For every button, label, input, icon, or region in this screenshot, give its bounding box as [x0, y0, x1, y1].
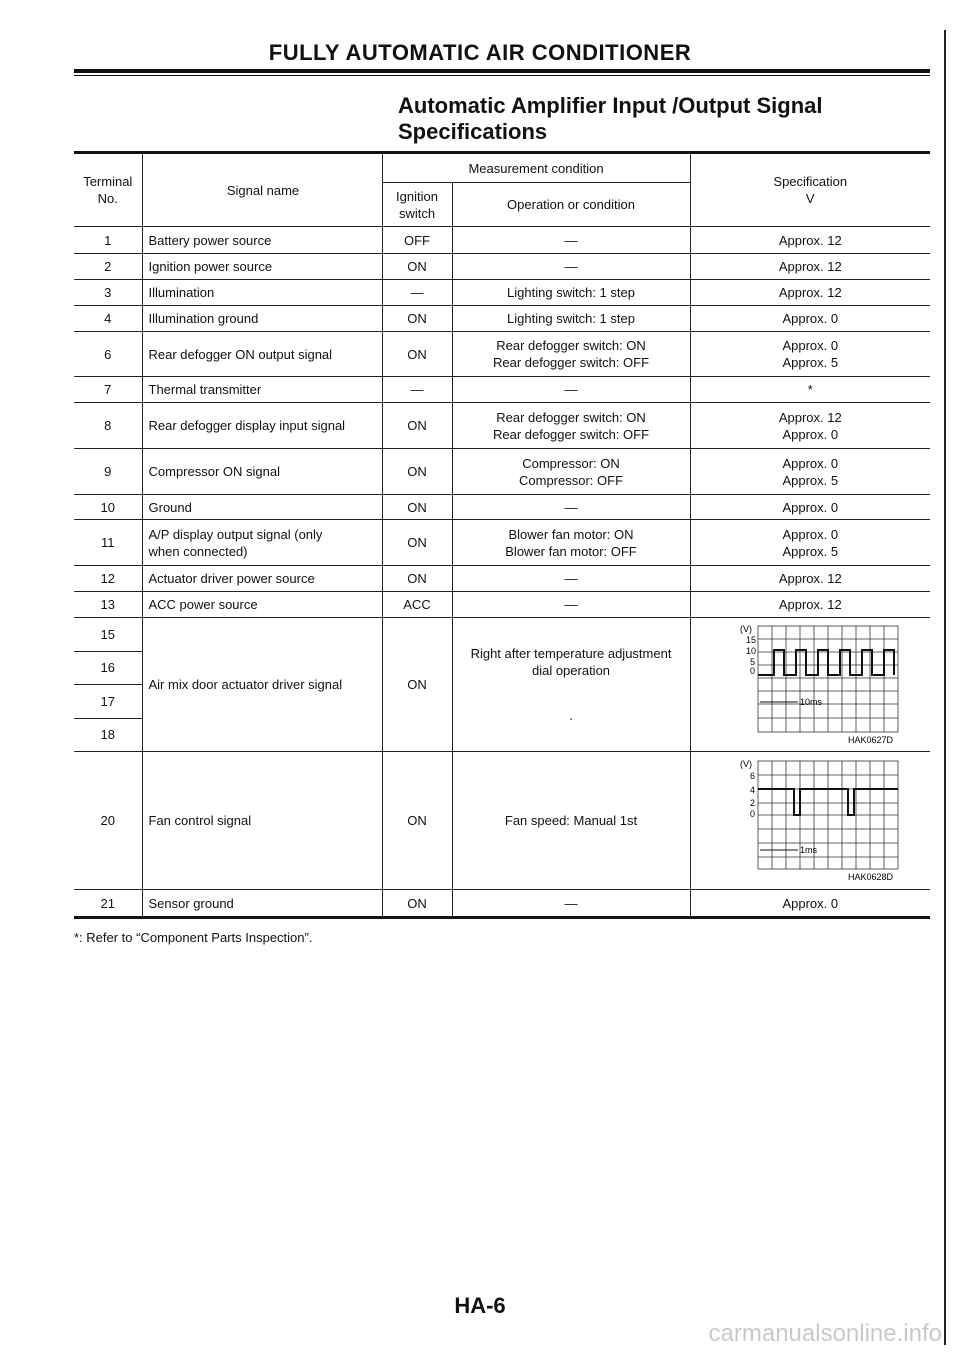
- header-spec-line1: Specification: [773, 174, 848, 189]
- condition: —: [452, 566, 690, 592]
- header-terminal: [74, 153, 142, 227]
- header-spec-line2: V: [805, 191, 815, 206]
- ignition-switch: ON: [382, 403, 452, 449]
- condition: —: [452, 227, 690, 254]
- specification: Approx. 12: [690, 592, 930, 618]
- table-row: [74, 227, 930, 254]
- terminal-no: 6: [74, 332, 142, 377]
- footnote: *: Refer to “Component Parts Inspection”.: [74, 930, 313, 945]
- terminal-no: 3: [74, 280, 142, 306]
- condition: Lighting switch: 1 step: [452, 280, 690, 306]
- airmix-grid: [758, 626, 898, 732]
- spec-line2: Approx. 5: [782, 355, 839, 370]
- specification: Approx. 0: [690, 306, 930, 332]
- airmix-tick-0: 0: [750, 666, 756, 676]
- signal-name-line1: A/P display output signal (only: [148, 526, 323, 542]
- terminal-no: 16: [74, 651, 142, 685]
- signal-name: Compressor ON signal: [142, 449, 382, 495]
- ignition-switch: ON: [382, 495, 452, 520]
- specification: [690, 449, 930, 495]
- header-ignition-line1: Ignition: [396, 188, 438, 204]
- ignition-switch: ON: [382, 306, 452, 332]
- fan-tick-0: 0: [750, 809, 756, 819]
- table-row-airmix: [74, 618, 930, 652]
- terminal-no: 12: [74, 566, 142, 592]
- fan-grid: [758, 761, 898, 869]
- header-ignition: [382, 183, 452, 227]
- header-terminal-line1: Terminal: [83, 174, 133, 189]
- table-row: [74, 377, 930, 403]
- terminal-no: 4: [74, 306, 142, 332]
- section-title-line1: Automatic Amplifier Input /Output Signal: [398, 93, 823, 118]
- condition-line1: Rear defogger switch: ON: [496, 338, 646, 353]
- specification: Approx. 0: [690, 495, 930, 520]
- section-title-line2: Specifications: [398, 119, 548, 144]
- fan-tick-4: 4: [750, 785, 756, 795]
- header-rule: [74, 69, 930, 73]
- ignition-switch: ON: [382, 254, 452, 280]
- terminal-no: 13: [74, 592, 142, 618]
- header-rule-thin: [74, 75, 930, 76]
- signal-name: Fan control signal: [142, 752, 382, 890]
- terminal-no: 11: [74, 520, 142, 566]
- condition: —: [452, 254, 690, 280]
- ignition-switch: —: [382, 280, 452, 306]
- condition: [452, 332, 690, 377]
- spec-line2: Approx. 5: [782, 472, 839, 488]
- condition-line2: Rear defogger switch: OFF: [492, 426, 650, 442]
- table-row: [74, 566, 930, 592]
- airmix-time-label: 10ms: [800, 697, 823, 707]
- ignition-switch: ON: [382, 449, 452, 495]
- signal-name: Illumination: [142, 280, 382, 306]
- signal-name: Illumination ground: [142, 306, 382, 332]
- terminal-no: 2: [74, 254, 142, 280]
- signal-name: ACC power source: [142, 592, 382, 618]
- ignition-switch: ON: [382, 752, 452, 890]
- specification: Approx. 12: [690, 280, 930, 306]
- signal-name-line2: when connected): [148, 543, 248, 559]
- spec-line2: Approx. 0: [782, 426, 839, 442]
- ignition-switch: ON: [382, 618, 452, 752]
- terminal-no: 1: [74, 227, 142, 254]
- condition: [452, 618, 690, 752]
- airmix-waveform-chart: [694, 618, 926, 748]
- header-operation: Operation or condition: [452, 183, 690, 227]
- signal-name: Actuator driver power source: [142, 566, 382, 592]
- condition: —: [452, 890, 690, 918]
- fan-unit-label: (V): [740, 759, 753, 769]
- airmix-waveform-line: [758, 650, 894, 675]
- condition-line2: Compressor: OFF: [519, 472, 624, 488]
- table-row: [74, 592, 930, 618]
- fan-waveform-chart: [694, 753, 926, 885]
- airmix-unit-label: (V): [740, 624, 753, 634]
- table-row: [74, 495, 930, 520]
- specification: Approx. 12: [690, 254, 930, 280]
- condition-line1: Blower fan motor: ON: [508, 526, 634, 542]
- condition-line2: Rear defogger switch: OFF: [492, 355, 650, 370]
- header-ignition-line2: switch: [398, 205, 436, 221]
- specification: *: [690, 377, 930, 403]
- terminal-no: 9: [74, 449, 142, 495]
- header-specification: [690, 153, 930, 227]
- condition-dot: .: [569, 708, 573, 723]
- signal-name: Sensor ground: [142, 890, 382, 918]
- header-signal-name: Signal name: [142, 153, 382, 227]
- terminal-no: 10: [74, 495, 142, 520]
- table-row: [74, 306, 930, 332]
- condition-line1: Compressor: ON: [522, 455, 620, 471]
- signal-name: Air mix door actuator driver signal: [142, 618, 382, 752]
- specification: [690, 403, 930, 449]
- fan-tick-2: 2: [750, 798, 756, 808]
- condition: Lighting switch: 1 step: [452, 306, 690, 332]
- condition: —: [452, 495, 690, 520]
- signal-name: [142, 520, 382, 566]
- terminal-no: 17: [74, 685, 142, 719]
- table-row: [74, 280, 930, 306]
- ignition-switch: —: [382, 377, 452, 403]
- airmix-tick-5: 5: [750, 657, 756, 667]
- spec-table: [74, 151, 930, 919]
- specification: Approx. 12: [690, 227, 930, 254]
- terminal-no: 21: [74, 890, 142, 918]
- condition: [452, 520, 690, 566]
- section-title: [398, 93, 823, 145]
- condition: Fan speed: Manual 1st: [452, 752, 690, 890]
- specification: Approx. 0: [690, 890, 930, 918]
- condition: —: [452, 592, 690, 618]
- page-header-title: FULLY AUTOMATIC AIR CONDITIONER: [268, 40, 692, 65]
- ignition-switch: OFF: [382, 227, 452, 254]
- airmix-chart-code: HAK0627D: [848, 735, 894, 745]
- table-row: [74, 254, 930, 280]
- page-number: HA-6: [454, 1293, 506, 1318]
- terminal-no: 18: [74, 718, 142, 752]
- ignition-switch: ON: [382, 332, 452, 377]
- table-row: [74, 890, 930, 918]
- watermark: carmanualsonline.info: [708, 1320, 942, 1347]
- ignition-switch: ON: [382, 890, 452, 918]
- condition-line2: Blower fan motor: OFF: [505, 543, 637, 559]
- condition: [452, 403, 690, 449]
- specification: [690, 332, 930, 377]
- header-measurement: Measurement condition: [382, 153, 690, 183]
- spec-line2: Approx. 5: [782, 543, 839, 559]
- terminal-no: 7: [74, 377, 142, 403]
- signal-name: Ground: [142, 495, 382, 520]
- ignition-switch: ACC: [382, 592, 452, 618]
- airmix-tick-10: 10: [746, 646, 757, 656]
- terminal-no: 8: [74, 403, 142, 449]
- signal-name: Rear defogger ON output signal: [142, 332, 382, 377]
- table-row: [74, 403, 930, 449]
- specification: [690, 520, 930, 566]
- terminal-no: 20: [74, 752, 142, 890]
- condition: [452, 449, 690, 495]
- signal-name: Rear defogger display input signal: [142, 403, 382, 449]
- page-edge-line: [944, 30, 946, 1345]
- header-terminal-line2: No.: [97, 191, 118, 206]
- terminal-no: 15: [74, 618, 142, 652]
- fan-chart-code: HAK0628D: [848, 872, 894, 882]
- signal-name: Battery power source: [142, 227, 382, 254]
- fan-waveform: [690, 752, 930, 890]
- spec-line1: Approx. 0: [782, 526, 839, 542]
- ignition-switch: ON: [382, 520, 452, 566]
- fan-time-label: 1ms: [800, 845, 818, 855]
- table-row: [74, 332, 930, 377]
- table-row: [74, 520, 930, 566]
- spec-line1: Approx. 0: [782, 338, 839, 353]
- spec-line1: Approx. 12: [778, 409, 842, 425]
- condition-line1: Rear defogger switch: ON: [496, 409, 646, 425]
- ignition-switch: ON: [382, 566, 452, 592]
- condition: —: [452, 377, 690, 403]
- table-row: [74, 449, 930, 495]
- airmix-tick-15: 15: [746, 635, 757, 645]
- signal-name: Ignition power source: [142, 254, 382, 280]
- airmix-waveform: [690, 618, 930, 752]
- spec-line1: Approx. 0: [782, 455, 839, 471]
- condition-line1: Right after temperature adjustment: [470, 646, 672, 661]
- fan-tick-6: 6: [750, 771, 756, 781]
- specification: Approx. 12: [690, 566, 930, 592]
- signal-name: Thermal transmitter: [142, 377, 382, 403]
- condition-line2: dial operation: [531, 663, 611, 678]
- table-row-fan: [74, 752, 930, 890]
